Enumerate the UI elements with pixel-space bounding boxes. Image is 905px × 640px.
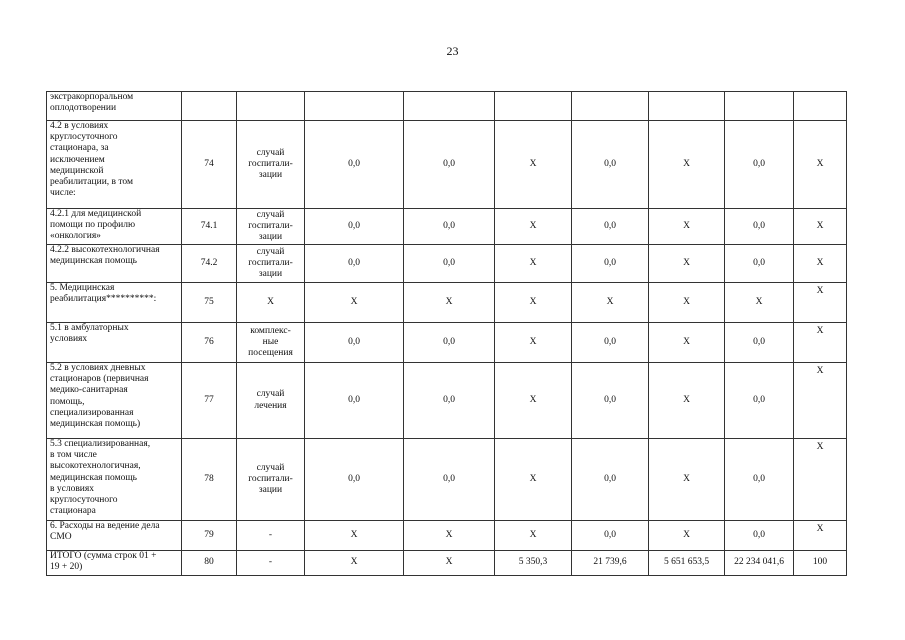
- unit-line: госпитали-: [248, 158, 293, 169]
- unit-line: случай: [256, 147, 285, 158]
- value-cell-v7: [794, 283, 847, 323]
- unit-cell: [237, 323, 305, 363]
- value-cell-v4: 0,0: [572, 363, 649, 439]
- value-cell-v4: 0,0: [572, 245, 649, 283]
- value-cell-v3: X: [495, 521, 572, 551]
- value-cell-v3: X: [495, 283, 572, 323]
- row-name-cell: [47, 521, 182, 551]
- value-cell-v7: X: [794, 209, 847, 245]
- value-cell-v2: 0,0: [404, 209, 495, 245]
- unit-line: зации: [258, 485, 283, 496]
- value-cell-v6: 0,0: [725, 363, 794, 439]
- table-row: [47, 209, 847, 245]
- value-cell-v7-top: X: [816, 326, 824, 336]
- table-row: [47, 521, 847, 551]
- table-row: [47, 245, 847, 283]
- value-cell-v6: 0,0: [725, 323, 794, 363]
- value-cell-v3: X: [495, 245, 572, 283]
- unit-cell: [237, 245, 305, 283]
- unit-line: госпитали-: [248, 473, 293, 484]
- row-name-line: 5.2 в условиях дневных: [50, 363, 146, 373]
- table-row: [47, 92, 847, 121]
- row-name-line: стационара: [50, 506, 96, 517]
- row-name-cell: [47, 283, 182, 323]
- unit-line: зации: [258, 269, 283, 280]
- value-cell-v2: 0,0: [404, 363, 495, 439]
- value-cell-v7-top: X: [816, 366, 824, 376]
- value-cell-v5: X: [649, 521, 725, 551]
- row-name-line: медицинской: [50, 165, 104, 176]
- value-cell-v5: X: [649, 283, 725, 323]
- value-cell-v6: 0,0: [725, 521, 794, 551]
- value-cell-v6: 22 234 041,6: [725, 551, 794, 576]
- unit-cell: [237, 521, 305, 551]
- unit-line: -: [268, 557, 273, 568]
- value-cell-v6: X: [725, 283, 794, 323]
- value-cell-v6: 0,0: [725, 121, 794, 209]
- row-code-cell: 74: [182, 121, 237, 209]
- row-name-line: числе:: [50, 188, 76, 199]
- row-name-line: экстракорпоральном: [50, 92, 134, 102]
- row-name-line: медико-санитарная: [50, 385, 128, 396]
- unit-line: случай: [256, 462, 285, 473]
- value-cell-v7: [794, 439, 847, 521]
- row-name-line: стационаров (первичная: [50, 374, 149, 385]
- row-code-cell: 79: [182, 521, 237, 551]
- row-name-line: в том числе: [50, 450, 97, 461]
- row-name-line: оплодотворении: [50, 103, 117, 114]
- row-name-line: реабилитации, в том: [50, 177, 133, 188]
- value-cell-v3: 5 350,3: [495, 551, 572, 576]
- unit-line: случай: [256, 209, 285, 220]
- value-cell-v5: [649, 92, 725, 121]
- row-name-line: реабилитация**********:: [50, 294, 157, 305]
- row-name-line: медицинская помощь: [50, 256, 137, 267]
- row-code-cell: [182, 92, 237, 121]
- unit-cell: [237, 551, 305, 576]
- row-name-cell: [47, 245, 182, 283]
- value-cell-v1: X: [305, 283, 404, 323]
- row-name-line: медицинская помощь: [50, 472, 137, 483]
- value-cell-v2: [404, 92, 495, 121]
- row-name-line: помощь,: [50, 396, 85, 407]
- row-name-line: медицинская помощь): [50, 419, 141, 430]
- unit-line: зации: [258, 232, 283, 243]
- value-cell-v1: X: [305, 551, 404, 576]
- value-cell-v5: X: [649, 439, 725, 521]
- value-cell-v1: 0,0: [305, 439, 404, 521]
- unit-line: посещения: [248, 348, 293, 359]
- unit-line: зации: [258, 170, 283, 181]
- unit-line: лечения: [254, 400, 287, 411]
- row-code-cell: 75: [182, 283, 237, 323]
- unit-line: случай: [256, 246, 285, 257]
- value-cell-v7: [794, 363, 847, 439]
- value-cell-v4: 21 739,6: [572, 551, 649, 576]
- value-cell-v1: 0,0: [305, 121, 404, 209]
- unit-line: ные: [262, 336, 279, 347]
- row-name-line: круглосуточного: [50, 132, 118, 143]
- row-code-cell: 80: [182, 551, 237, 576]
- table-row: [47, 363, 847, 439]
- row-name-cell: [47, 121, 182, 209]
- row-name-line: высокотехнологичная,: [50, 461, 141, 472]
- table-row: [47, 323, 847, 363]
- value-cell-v4: 0,0: [572, 121, 649, 209]
- row-code-cell: 77: [182, 363, 237, 439]
- row-name-line: помощи по профилю: [50, 220, 136, 231]
- value-cell-v3: X: [495, 323, 572, 363]
- value-cell-v2: 0,0: [404, 121, 495, 209]
- value-cell-v4: 0,0: [572, 521, 649, 551]
- value-cell-v7: X: [794, 245, 847, 283]
- row-name-cell: [47, 551, 182, 576]
- row-name-line: 6. Расходы на ведение дела: [50, 521, 160, 531]
- unit-cell: [237, 209, 305, 245]
- unit-cell: [237, 92, 305, 121]
- row-code-cell: 74.2: [182, 245, 237, 283]
- value-cell-v7: 100: [794, 551, 847, 576]
- row-code-cell: 74.1: [182, 209, 237, 245]
- row-name-line: 4.2 в условиях: [50, 121, 109, 131]
- row-name-cell: [47, 323, 182, 363]
- value-cell-v4: [572, 92, 649, 121]
- unit-line: X: [267, 296, 274, 307]
- value-cell-v4: 0,0: [572, 439, 649, 521]
- value-cell-v7: [794, 521, 847, 551]
- unit-cell: [237, 439, 305, 521]
- row-name-line: исключением: [50, 154, 105, 165]
- row-name-line: «онкология»: [50, 231, 101, 242]
- page-number: 23: [446, 44, 459, 58]
- row-name-line: условиях: [50, 334, 88, 345]
- value-cell-v3: X: [495, 121, 572, 209]
- row-name-line: стационара, за: [50, 143, 109, 154]
- value-cell-v1: 0,0: [305, 209, 404, 245]
- value-cell-v7: [794, 323, 847, 363]
- unit-cell: [237, 283, 305, 323]
- value-cell-v6: 0,0: [725, 439, 794, 521]
- value-cell-v3: [495, 92, 572, 121]
- value-cell-v5: X: [649, 363, 725, 439]
- row-name-cell: [47, 439, 182, 521]
- unit-line: комплекс-: [250, 325, 291, 336]
- unit-line: -: [268, 529, 273, 540]
- value-cell-v4: 0,0: [572, 209, 649, 245]
- value-cell-v1: 0,0: [305, 245, 404, 283]
- table-body: [47, 92, 847, 576]
- row-name-line: 4.2.1 для медицинской: [50, 209, 142, 219]
- row-name-cell: [47, 209, 182, 245]
- value-cell-v1: 0,0: [305, 363, 404, 439]
- value-cell-v5: X: [649, 323, 725, 363]
- value-cell-v6: [725, 92, 794, 121]
- row-name-line: в условиях: [50, 483, 95, 494]
- value-cell-v5: 5 651 653,5: [649, 551, 725, 576]
- row-name-cell: [47, 92, 182, 121]
- row-name-line: ИТОГО (сумма строк 01 +: [50, 551, 157, 561]
- row-name-line: СМО: [50, 532, 72, 543]
- row-code-cell: 78: [182, 439, 237, 521]
- financing-table: [46, 91, 847, 576]
- value-cell-v1: X: [305, 521, 404, 551]
- value-cell-v2: X: [404, 551, 495, 576]
- value-cell-v6: 0,0: [725, 209, 794, 245]
- value-cell-v2: X: [404, 283, 495, 323]
- row-name-line: специализированная: [50, 407, 134, 418]
- value-cell-v1: 0,0: [305, 323, 404, 363]
- value-cell-v2: 0,0: [404, 245, 495, 283]
- value-cell-v3: X: [495, 439, 572, 521]
- table-row: [47, 121, 847, 209]
- value-cell-v7-top: X: [816, 524, 824, 534]
- value-cell-v7: [794, 92, 847, 121]
- value-cell-v2: 0,0: [404, 439, 495, 521]
- value-cell-v7-top: X: [816, 442, 824, 452]
- row-name-line: 5. Медицинская: [50, 283, 115, 293]
- value-cell-v7: X: [794, 121, 847, 209]
- value-cell-v2: 0,0: [404, 323, 495, 363]
- unit-line: госпитали-: [248, 220, 293, 231]
- value-cell-v3: X: [495, 209, 572, 245]
- unit-line: случай: [256, 389, 285, 400]
- table-row: [47, 551, 847, 576]
- row-code-cell: 76: [182, 323, 237, 363]
- value-cell-v2: X: [404, 521, 495, 551]
- row-name-line: круглосуточного: [50, 495, 118, 506]
- value-cell-v4: 0,0: [572, 323, 649, 363]
- value-cell-v5: X: [649, 209, 725, 245]
- value-cell-v1: [305, 92, 404, 121]
- value-cell-v6: 0,0: [725, 245, 794, 283]
- row-name-line: 4.2.2 высокотехнологичная: [50, 245, 160, 255]
- value-cell-v5: X: [649, 121, 725, 209]
- unit-cell: [237, 363, 305, 439]
- table-row: [47, 283, 847, 323]
- row-name-line: 19 + 20): [50, 562, 83, 573]
- row-name-line: 5.3 специализированная,: [50, 439, 151, 449]
- value-cell-v4: X: [572, 283, 649, 323]
- table-row: [47, 439, 847, 521]
- row-name-line: 5.1 в амбулаторных: [50, 323, 129, 333]
- unit-cell: [237, 121, 305, 209]
- unit-line: госпитали-: [248, 257, 293, 268]
- row-name-cell: [47, 363, 182, 439]
- value-cell-v5: X: [649, 245, 725, 283]
- value-cell-v7-top: X: [816, 286, 824, 296]
- value-cell-v3: X: [495, 363, 572, 439]
